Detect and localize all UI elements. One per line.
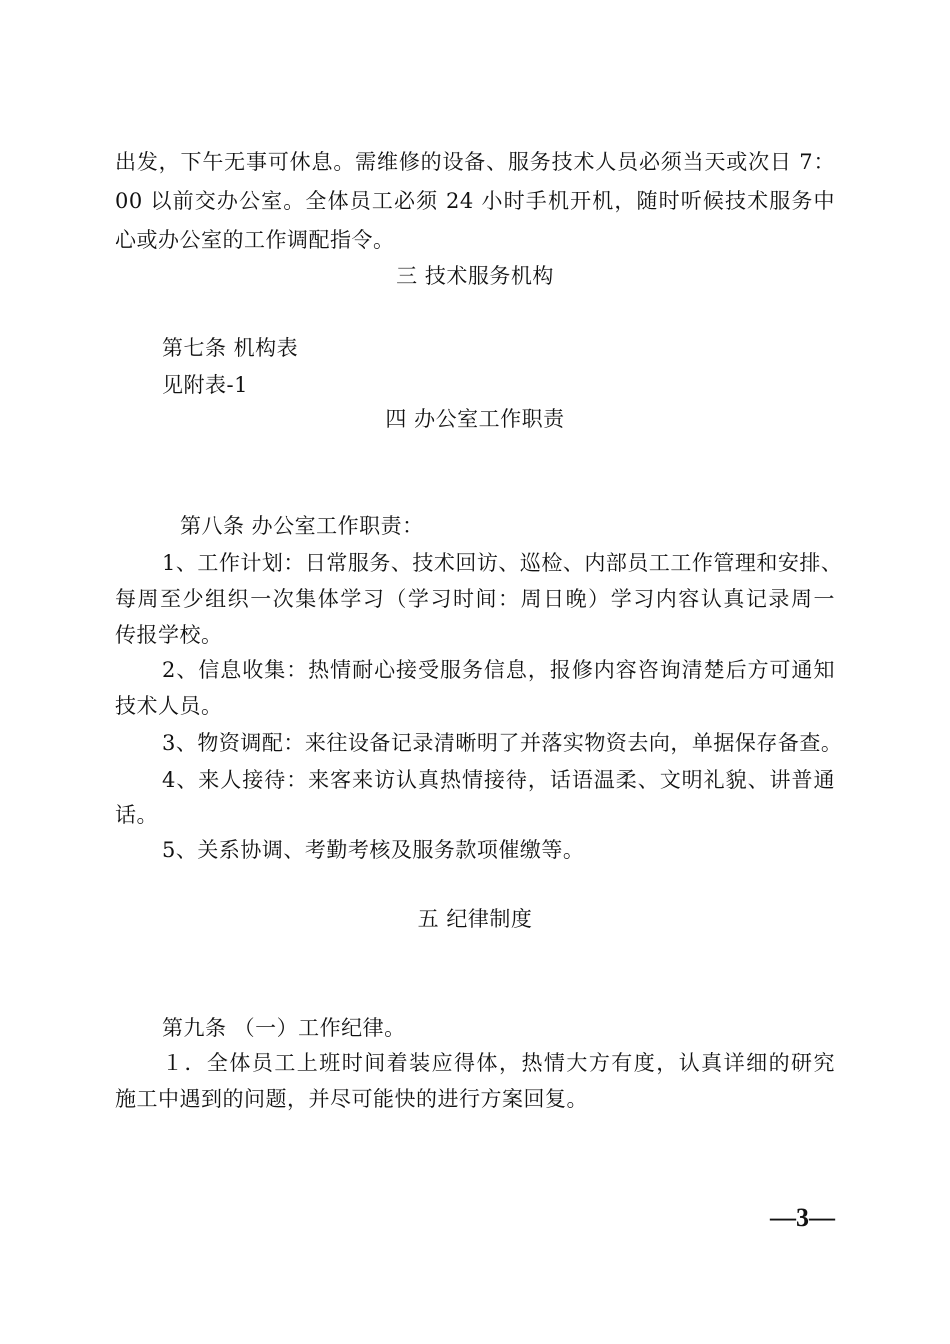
intro-line-3: 心或办公室的工作调配指令。 [115, 228, 395, 252]
section-5-heading: 五 纪律制度 [417, 907, 533, 931]
intro-line-2: 00 以前交办公室。全体员工必须 24 小时手机开机，随时听候技术服务中 [115, 189, 835, 213]
article-8-item-4-line-1: 4、来人接待：来客来访认真热情接待，话语温柔、文明礼貌、讲普通 [162, 768, 835, 792]
article-9-title: 第九条 （一）工作纪律。 [162, 1016, 406, 1040]
article-8-item-2-line-1: 2、信息收集：热情耐心接受服务信息，报修内容咨询清楚后方可通知 [162, 658, 835, 682]
section-4-heading: 四 办公室工作职责 [385, 407, 565, 431]
page-number: —3— [770, 1203, 835, 1232]
article-7-title: 第七条 机构表 [162, 336, 299, 360]
section-3-heading: 三 技术服务机构 [396, 264, 554, 288]
article-8-item-1-line-3: 传报学校。 [115, 623, 223, 647]
article-7-reference: 见附表-1 [162, 373, 248, 397]
article-9-item-1-line-1: １．全体员工上班时间着装应得体，热情大方有度，认真详细的研究 [162, 1051, 835, 1075]
article-8-item-1-line-2: 每周至少组织一次集体学习（学习时间：周日晚）学习内容认真记录周一 [115, 587, 835, 611]
article-8-item-4-line-2: 话。 [115, 803, 158, 827]
article-8-item-1-line-1: 1、工作计划：日常服务、技术回访、巡检、内部员工工作管理和安排、 [162, 551, 843, 575]
article-8-item-5: 5、关系协调、考勤考核及服务款项催缴等。 [162, 838, 585, 862]
article-9-item-1-line-2: 施工中遇到的问题，并尽可能快的进行方案回复。 [115, 1087, 588, 1111]
article-8-title: 第八条 办公室工作职责： [180, 514, 424, 538]
intro-line-1: 出发，下午无事可休息。需维修的设备、服务技术人员必须当天或次日 7： [115, 150, 835, 174]
article-8-item-2-line-2: 技术人员。 [115, 694, 223, 718]
article-8-item-3: 3、物资调配：来往设备记录清晰明了并落实物资去向，单据保存备查。 [162, 731, 843, 755]
